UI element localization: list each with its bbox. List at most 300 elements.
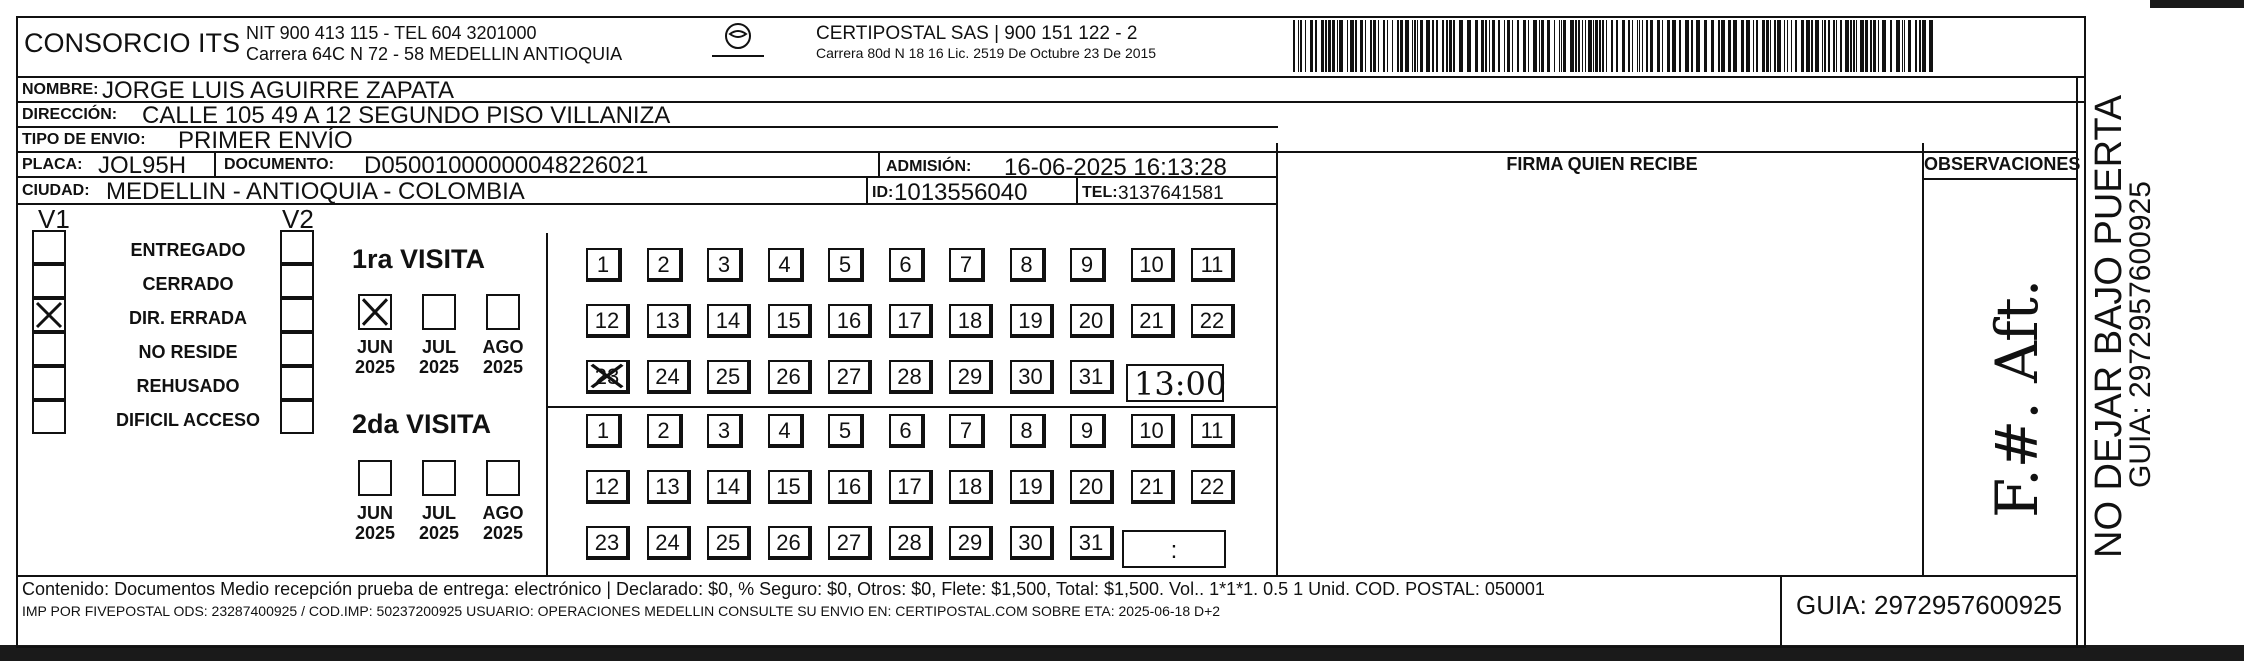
month-year: 2025 xyxy=(482,522,524,543)
barcode-bar xyxy=(1541,20,1544,72)
visit2-day-13[interactable] xyxy=(647,470,691,504)
day-number: 4 xyxy=(778,252,791,277)
barcode-bar xyxy=(1721,20,1725,72)
day-number: 8 xyxy=(1020,252,1033,277)
visit1-day-29[interactable] xyxy=(949,360,993,394)
day-number: 21 xyxy=(1139,308,1164,333)
v1-checkbox-4[interactable] xyxy=(32,366,66,400)
day-number: 26 xyxy=(776,364,801,389)
barcode-bar xyxy=(1387,20,1388,72)
day-number: 22 xyxy=(1199,308,1225,333)
visit2-day-28[interactable] xyxy=(889,526,933,560)
visit1-day-3[interactable] xyxy=(707,248,743,282)
day-number: 31 xyxy=(1078,530,1104,555)
visit2-month-checkbox-jul[interactable] xyxy=(422,460,456,496)
barcode-bar xyxy=(1691,20,1693,72)
observation-handwriting: F.#. Aft. xyxy=(1983,278,2051,518)
visit2-day-19[interactable] xyxy=(1010,470,1054,504)
delivery-form xyxy=(16,16,2157,648)
day-number: 23 xyxy=(594,364,620,389)
barcode-bar xyxy=(1606,20,1607,72)
day-number: 30 xyxy=(1018,364,1043,389)
barcode-bar xyxy=(1293,20,1295,72)
day-number: 25 xyxy=(715,364,741,389)
visit2-day-4[interactable] xyxy=(768,414,804,448)
status-label: NO RESIDE xyxy=(138,342,238,362)
barcode-bar xyxy=(1639,20,1640,72)
visit2-day-31[interactable] xyxy=(1070,526,1114,560)
day-number: 22 xyxy=(1199,474,1225,499)
barcode-bar xyxy=(1337,20,1338,72)
visit1-day-10[interactable] xyxy=(1131,248,1175,282)
barcode-bar xyxy=(1637,20,1638,72)
divider xyxy=(878,152,880,176)
barcode-bar xyxy=(1696,20,1700,72)
barcode-bar xyxy=(1585,20,1586,72)
day-number: 3 xyxy=(717,418,731,443)
barcode-bar xyxy=(1370,20,1372,72)
checkmark-x-icon xyxy=(34,300,64,330)
v1-checkbox-1[interactable] xyxy=(32,264,66,298)
certipostal-logo xyxy=(708,22,768,62)
barcode-bar xyxy=(1300,20,1302,72)
barcode-bar xyxy=(1570,20,1574,72)
visit2-day-14[interactable] xyxy=(707,470,751,504)
visit2-month-label xyxy=(348,504,402,544)
visit1-month-checkbox-jun[interactable] xyxy=(358,294,392,330)
barcode-bar xyxy=(1561,20,1562,72)
day-number: 20 xyxy=(1078,474,1104,499)
status-label: DIFICIL ACCESO xyxy=(115,410,260,430)
visit2-day-18[interactable] xyxy=(949,470,993,504)
day-number: 2 xyxy=(657,418,670,443)
visit2-day-7[interactable] xyxy=(949,414,985,448)
barcode-bar xyxy=(1593,20,1594,72)
visit1-time-box[interactable] xyxy=(1126,364,1227,403)
visit1-month-checkbox-jul[interactable] xyxy=(422,294,456,330)
day-number: 28 xyxy=(897,530,922,555)
barcode-bar xyxy=(1325,20,1327,72)
day-number: 2 xyxy=(657,252,670,277)
day-number: 9 xyxy=(1080,418,1094,443)
visit1-day-14[interactable] xyxy=(707,304,751,338)
barcode-bar xyxy=(1360,20,1363,72)
visit1-day-6[interactable] xyxy=(889,248,925,282)
rule xyxy=(18,575,2078,577)
barcode-bar xyxy=(1753,20,1754,72)
visit1-day-15[interactable] xyxy=(768,304,812,338)
side-guia: GUIA: 2972957600925 xyxy=(2124,181,2157,488)
month-name: AGO xyxy=(482,503,524,523)
barcode-bar xyxy=(1602,20,1604,72)
day-number: 28 xyxy=(897,364,922,389)
barcode-bar xyxy=(1890,20,1892,72)
barcode-bar xyxy=(1657,20,1660,72)
barcode-bar xyxy=(1523,20,1526,72)
day-number: 11 xyxy=(1200,252,1224,277)
barcode-bar xyxy=(1845,20,1849,72)
barcode-bar xyxy=(1746,20,1750,72)
barcode-bar xyxy=(1414,20,1416,72)
month-year: 2025 xyxy=(354,522,396,543)
rule xyxy=(1276,143,1278,575)
barcode-bar xyxy=(1685,20,1689,72)
divider xyxy=(866,177,868,203)
barcode-bar xyxy=(1704,20,1707,72)
barcode-bar xyxy=(1667,20,1670,72)
barcode-bar xyxy=(1492,20,1495,72)
visit2-day-20[interactable] xyxy=(1070,470,1114,504)
visit1-day-27[interactable] xyxy=(828,360,872,394)
visit2-day-10[interactable] xyxy=(1131,414,1175,448)
barcode-bar xyxy=(1475,20,1478,72)
barcode-bar xyxy=(1922,20,1926,72)
visit2-day-3[interactable] xyxy=(707,414,743,448)
v2-checkbox-0[interactable] xyxy=(280,230,314,264)
day-number: 10 xyxy=(1139,252,1164,277)
barcode-bar xyxy=(1432,20,1434,72)
barcode-bar xyxy=(1824,20,1826,72)
visit1-day-20[interactable] xyxy=(1070,304,1114,338)
footer-guia: GUIA: 2972957600925 xyxy=(1796,590,2062,620)
barcode-bar xyxy=(1595,20,1598,72)
checkmark-x-icon xyxy=(588,362,626,390)
barcode-bar xyxy=(1777,20,1781,72)
barcode-bar xyxy=(1815,20,1819,72)
day-number: 29 xyxy=(957,530,983,555)
visit1-day-11[interactable] xyxy=(1191,248,1235,282)
day-number: 14 xyxy=(715,474,741,499)
day-number: 3 xyxy=(717,252,731,277)
day-number: 8 xyxy=(1020,418,1033,443)
barcode-bar xyxy=(1662,20,1663,72)
barcode-bar xyxy=(1915,20,1917,72)
barcode-bar xyxy=(1563,20,1566,72)
day-number: 16 xyxy=(836,474,862,499)
visit2-day-29[interactable] xyxy=(949,526,993,560)
v1-checkbox-5[interactable] xyxy=(32,400,66,434)
v2-checkbox-5[interactable] xyxy=(280,400,314,434)
barcode-bar xyxy=(1321,20,1324,72)
day-number: 7 xyxy=(959,418,973,443)
barcode-bar xyxy=(1332,20,1335,72)
barcode-bar xyxy=(1784,20,1785,72)
admission-datetime: 16-06-2025 16:13:28 xyxy=(1004,154,1227,181)
visit2-month-checkbox-ago[interactable] xyxy=(486,460,520,496)
barcode-bar xyxy=(1853,20,1855,72)
barcode-bar xyxy=(1878,20,1879,72)
day-number: 15 xyxy=(776,474,801,499)
barcode-bar xyxy=(1599,20,1601,72)
visit1-day-16[interactable] xyxy=(828,304,872,338)
visit1-month-label xyxy=(348,338,402,378)
barcode-bar xyxy=(1806,20,1810,72)
barcode-bar xyxy=(1373,20,1376,72)
admission-label: ADMISIÓN: xyxy=(886,158,972,175)
v2-label: V2 xyxy=(282,204,314,234)
barcode-bar xyxy=(1305,20,1306,72)
barcode-bar xyxy=(1517,20,1519,72)
barcode-bar xyxy=(1711,20,1714,72)
barcode-bar xyxy=(1559,20,1560,72)
month-year: 2025 xyxy=(354,356,396,377)
visit1-day-19[interactable] xyxy=(1010,304,1054,338)
visit1-day-31[interactable] xyxy=(1070,360,1114,394)
visit1-day-7[interactable] xyxy=(949,248,985,282)
visit1-day-25[interactable] xyxy=(707,360,751,394)
barcode-bar xyxy=(1833,20,1835,72)
barcode-bar xyxy=(1504,20,1505,72)
v2-checkbox-3[interactable] xyxy=(280,332,314,366)
visit2-day-22[interactable] xyxy=(1191,470,1235,504)
day-number: 25 xyxy=(715,530,741,555)
barcode-bar xyxy=(1929,20,1933,72)
day-number: 9 xyxy=(1080,252,1094,277)
barcode-bar xyxy=(1328,20,1331,72)
day-number: 18 xyxy=(957,308,983,333)
visit1-month-label xyxy=(476,338,530,378)
tel-label: TEL: xyxy=(1082,184,1118,201)
visit1-day-18[interactable] xyxy=(949,304,993,338)
barcode-bar xyxy=(1453,20,1455,72)
barcode-bar xyxy=(1339,20,1343,72)
day-number: 24 xyxy=(655,364,680,389)
visit1-day-21[interactable] xyxy=(1131,304,1175,338)
rule xyxy=(546,233,548,575)
barcode-bar xyxy=(1919,20,1921,72)
visit1-day-4[interactable] xyxy=(768,248,804,282)
barcode-bar xyxy=(1611,20,1613,72)
visit2-day-24[interactable] xyxy=(647,526,691,560)
barcode-bar xyxy=(1547,20,1550,72)
visit2-day-2[interactable] xyxy=(647,414,683,448)
barcode-bar xyxy=(1507,20,1510,72)
status-label: REHUSADO xyxy=(136,376,240,396)
barcode-bar xyxy=(1733,20,1737,72)
barcode-bar xyxy=(1865,20,1868,72)
visit2-day-26[interactable] xyxy=(768,526,812,560)
barcode-bar xyxy=(1378,20,1379,72)
barcode-bar xyxy=(1310,20,1313,72)
barcode-bar xyxy=(1554,20,1555,72)
v1-checkbox-2[interactable] xyxy=(32,298,66,332)
barcode-bar xyxy=(1672,20,1676,72)
visit1-time: 13:00 xyxy=(1134,365,1227,403)
recipient-id: 1013556040 xyxy=(894,179,1028,206)
visit2-day-5[interactable] xyxy=(828,414,864,448)
barcode-bar xyxy=(1756,20,1758,72)
barcode-bar xyxy=(1650,20,1653,72)
barcode-bar xyxy=(1770,20,1771,72)
barcode-bar xyxy=(1442,20,1444,72)
v1-checkbox-3[interactable] xyxy=(32,332,66,366)
visit1-day-30[interactable] xyxy=(1010,360,1054,394)
carrier-address: Carrera 80d N 18 16 Lic. 2519 De Octubre 23 De 2015 xyxy=(816,45,1157,61)
barcode-bar xyxy=(1902,20,1903,72)
visit1-day-9[interactable] xyxy=(1070,248,1106,282)
plate-label: PLACA: xyxy=(22,156,83,173)
rule xyxy=(1924,178,2076,180)
visit1-day-1[interactable] xyxy=(586,248,622,282)
visit2-day-17[interactable] xyxy=(889,470,933,504)
visit2-day-15[interactable] xyxy=(768,470,812,504)
visit2-day-9[interactable] xyxy=(1070,414,1106,448)
barcode-bar xyxy=(1575,20,1577,72)
visit1-day-5[interactable] xyxy=(828,248,864,282)
month-name: JUN xyxy=(356,337,393,357)
barcode-bar xyxy=(1449,20,1452,72)
barcode-bar xyxy=(1481,20,1484,72)
barcode-bar xyxy=(1392,20,1393,72)
barcode-bar xyxy=(1383,20,1385,72)
visit2-day-30[interactable] xyxy=(1010,526,1054,560)
visit2-day-8[interactable] xyxy=(1010,414,1046,448)
day-number: 16 xyxy=(836,308,862,333)
footer-imp: IMP POR FIVEPOSTAL ODS: 23287400925 / COD.IMP: 50237200925 USUARIO: OPERACIONES MEDELLIN CONSULTE SU ENVIO EN: CERTIPOSTAL.COM SOBRE ETA: 2025-06-18 D+2 xyxy=(22,603,1221,619)
barcode-bar xyxy=(1616,20,1618,72)
barcode-bar xyxy=(1828,20,1830,72)
visit2-day-27[interactable] xyxy=(828,526,872,560)
visit1-day-22[interactable] xyxy=(1191,304,1235,338)
day-number: 4 xyxy=(778,418,791,443)
barcode-bar xyxy=(1528,20,1529,72)
day-number: 5 xyxy=(838,418,852,443)
barcode-bar xyxy=(1728,20,1731,72)
shipment-type: PRIMER ENVÍO xyxy=(178,127,353,154)
status-label: ENTREGADO xyxy=(130,240,246,260)
barcode-bar xyxy=(1420,20,1423,72)
v1-label: V1 xyxy=(38,204,70,234)
barcode-bar xyxy=(1467,20,1471,72)
barcode-bar xyxy=(1459,20,1463,72)
barcode-bar xyxy=(1822,20,1823,72)
barcode-bar xyxy=(1787,20,1788,72)
day-number: 24 xyxy=(655,530,680,555)
day-number: 15 xyxy=(776,308,801,333)
barcode-bar xyxy=(1498,20,1500,72)
barcode-bar xyxy=(1882,20,1886,72)
barcode-bar xyxy=(1298,20,1299,72)
v2-checkbox-4[interactable] xyxy=(280,366,314,400)
barcode-bar xyxy=(1436,20,1438,72)
v1-checkbox-0[interactable] xyxy=(32,230,66,264)
visit1-day-28[interactable] xyxy=(889,360,933,394)
day-number: 6 xyxy=(899,418,912,443)
rule xyxy=(1922,143,1924,575)
visit2-day-25[interactable] xyxy=(707,526,751,560)
visit2-time: : xyxy=(1170,537,1178,564)
visit2-time-box[interactable] xyxy=(1122,530,1226,568)
visit2-day-23[interactable] xyxy=(586,526,630,560)
barcode-bar xyxy=(1412,20,1413,72)
day-number: 12 xyxy=(594,308,620,333)
barcode-bar xyxy=(1646,20,1648,72)
plate: JOL95H xyxy=(98,152,187,179)
checkmark-x-icon xyxy=(360,296,390,328)
day-number: 21 xyxy=(1139,474,1164,499)
visit2-month-label xyxy=(412,504,466,544)
barcode-bar xyxy=(1791,20,1792,72)
barcode-bar xyxy=(1397,20,1399,72)
month-year: 2025 xyxy=(482,356,524,377)
day-number: 17 xyxy=(897,474,922,499)
barcode-bar xyxy=(1628,20,1630,72)
recipient-address: CALLE 105 49 A 12 SEGUNDO PISO VILLANIZA xyxy=(142,102,671,129)
visit2-day-1[interactable] xyxy=(586,414,622,448)
document-number: D05001000000048226021 xyxy=(364,152,649,179)
visit1-day-12[interactable] xyxy=(586,304,630,338)
barcode-bar xyxy=(1446,20,1448,72)
day-number: 19 xyxy=(1018,308,1043,333)
visit2-month-checkbox-jun[interactable] xyxy=(358,460,392,496)
id-label: ID: xyxy=(872,184,894,201)
v2-checkbox-1[interactable] xyxy=(280,264,314,298)
visit1-day-26[interactable] xyxy=(768,360,812,394)
day-number: 1 xyxy=(596,418,610,443)
barcode-bar xyxy=(1622,20,1625,72)
day-number: 10 xyxy=(1139,418,1164,443)
month-name: JUN xyxy=(356,503,393,523)
visit1-title: 1ra VISITA xyxy=(352,244,486,274)
barcode xyxy=(1293,20,1941,72)
name-label: NOMBRE: xyxy=(22,81,99,98)
day-number: 27 xyxy=(836,364,862,389)
v2-checkbox-2[interactable] xyxy=(280,298,314,332)
visit1-day-13[interactable] xyxy=(647,304,691,338)
visit2-month-label xyxy=(476,504,530,544)
day-number: 17 xyxy=(897,308,922,333)
barcode-bar xyxy=(1795,20,1797,72)
day-number: 30 xyxy=(1018,530,1043,555)
visit1-month-checkbox-ago[interactable] xyxy=(486,294,520,330)
day-number: 12 xyxy=(594,474,620,499)
status-label: CERRADO xyxy=(142,274,234,294)
visit1-day-24[interactable] xyxy=(647,360,691,394)
carrier-line: CERTIPOSTAL SAS | 900 151 122 - 2 xyxy=(816,23,1138,44)
barcode-bar xyxy=(1539,20,1540,72)
scan-edge-top xyxy=(2150,0,2244,8)
company-address: Carrera 64C N 72 - 58 MEDELLIN ANTIOQUIA xyxy=(246,44,623,64)
day-number: 29 xyxy=(957,364,983,389)
visit2-day-6[interactable] xyxy=(889,414,925,448)
barcode-bar xyxy=(1355,20,1357,72)
day-number: 7 xyxy=(959,252,973,277)
visit2-day-11[interactable] xyxy=(1191,414,1235,448)
visit1-month-label xyxy=(412,338,466,378)
observations-header: OBSERVACIONES xyxy=(1924,154,2081,174)
barcode-bar xyxy=(1405,20,1409,72)
certipostal-logo-icon xyxy=(708,22,768,62)
barcode-bar xyxy=(1840,20,1842,72)
visit1-day-17[interactable] xyxy=(889,304,933,338)
barcode-bar xyxy=(1632,20,1633,72)
barcode-bar xyxy=(1533,20,1537,72)
visit2-day-21[interactable] xyxy=(1131,470,1175,504)
day-number: 27 xyxy=(836,530,862,555)
barcode-bar xyxy=(1741,20,1744,72)
visit1-day-23[interactable] xyxy=(586,360,630,394)
visit2-title: 2da VISITA xyxy=(352,409,492,439)
day-number: 13 xyxy=(655,474,680,499)
visit2-day-16[interactable] xyxy=(828,470,872,504)
divider xyxy=(214,152,216,176)
month-year: 2025 xyxy=(418,522,460,543)
visit2-day-12[interactable] xyxy=(586,470,630,504)
visit1-day-8[interactable] xyxy=(1010,248,1046,282)
day-number: 31 xyxy=(1078,364,1104,389)
visit1-day-2[interactable] xyxy=(647,248,683,282)
day-number: 11 xyxy=(1200,418,1224,443)
